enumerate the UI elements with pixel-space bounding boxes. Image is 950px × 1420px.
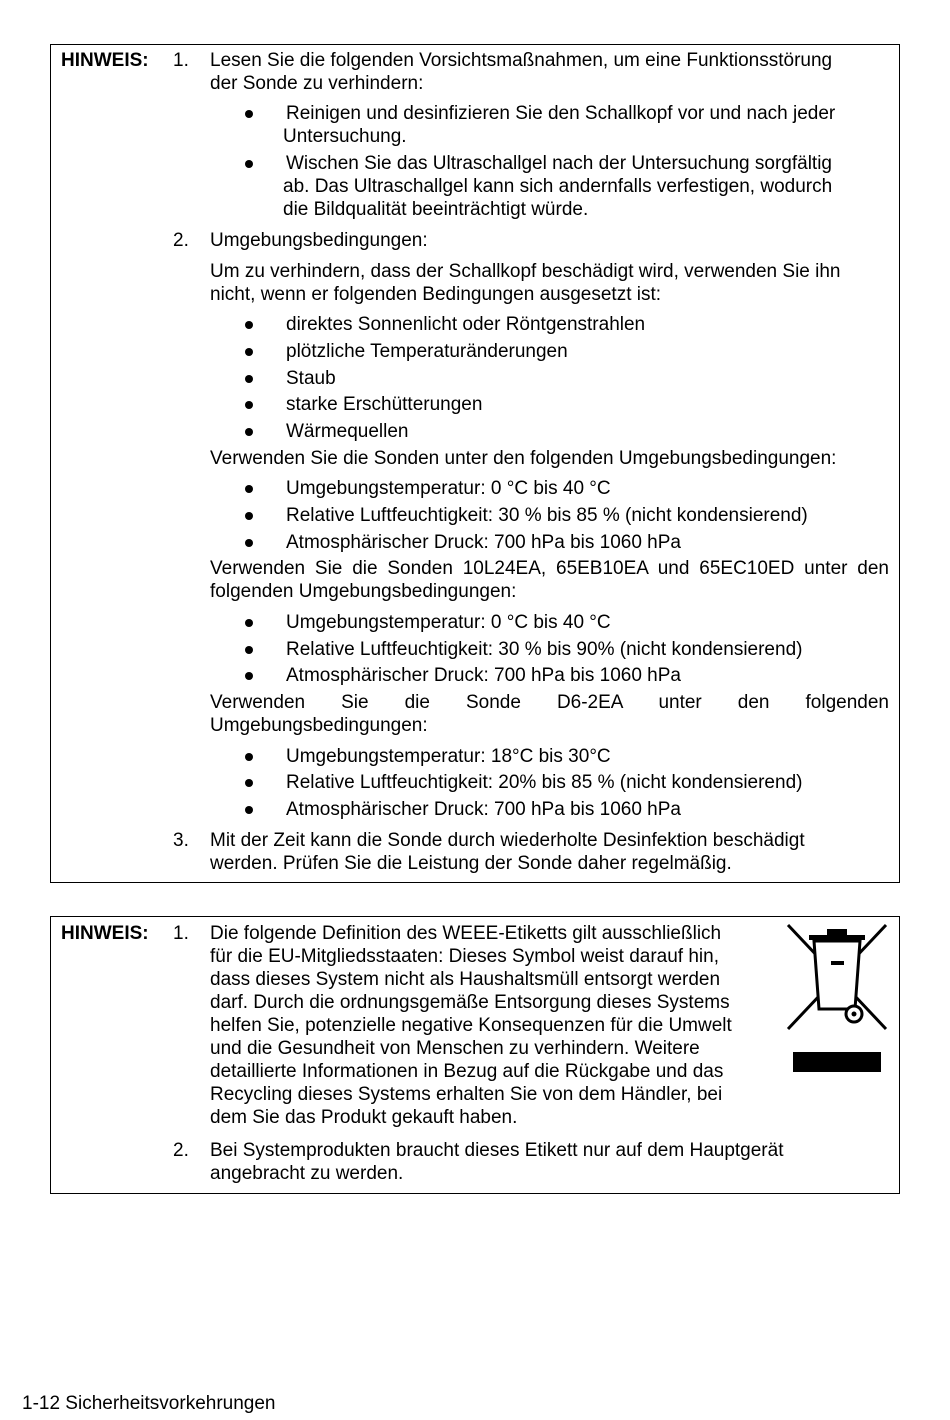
bullet-icon: [245, 539, 253, 547]
bullet-text: Staub: [286, 368, 336, 389]
item-number: 3.: [173, 830, 189, 851]
bullet-icon: [245, 110, 253, 118]
bullet-icon: [245, 753, 253, 761]
bullet-text: Relative Luftfeuchtigkeit: 20% bis 85 % (nicht kondensierend): [286, 772, 803, 793]
bullet-text: Relative Luftfeuchtigkeit: 30 % bis 90% (nicht kondensierend): [286, 639, 803, 660]
weee-line: und die Gesundheit von Menschen zu verhindern. Weitere: [210, 1038, 700, 1059]
bullet-text: Umgebungstemperatur: 0 °C bis 40 °C: [286, 478, 611, 499]
bullet-text: die Bildqualität beeinträchtigt würde.: [283, 199, 589, 220]
item-text: Lesen Sie die folgenden Vorsichtsmaßnahmen, um eine Funktionsstörung: [210, 50, 833, 71]
weee-crossed-bin-icon: [783, 921, 891, 1073]
bullet-text: plötzliche Temperaturänderungen: [286, 341, 568, 362]
bullet-icon: [245, 160, 253, 168]
bullet-icon: [245, 672, 253, 680]
item-text: der Sonde zu verhindern:: [210, 73, 424, 94]
item-number: 1.: [173, 50, 189, 71]
weee-line: detaillierte Informationen in Bezug auf die Rückgabe und das: [210, 1061, 724, 1082]
item-number: 2.: [173, 230, 189, 251]
weee-line: Recycling dieses Systems erhalten Sie von dem Händler, bei: [210, 1084, 723, 1105]
item-text: Bei Systemprodukten braucht dieses Etikett nur auf dem Hauptgerät: [210, 1140, 784, 1161]
paragraph-line: Verwenden Sie die Sonden 10L24EA, 65EB10EA und 65EC10ED unter den: [210, 558, 889, 579]
notice-box-weee: [50, 916, 900, 1194]
paragraph-line: Umgebungsbedingungen:: [210, 715, 428, 736]
bullet-text: Relative Luftfeuchtigkeit: 30 % bis 85 % (nicht kondensierend): [286, 505, 808, 526]
bullet-text: Wischen Sie das Ultraschallgel nach der Untersuchung sorgfältig: [286, 153, 832, 174]
bullet-text: direktes Sonnenlicht oder Röntgenstrahlen: [286, 314, 646, 335]
bullet-icon: [245, 646, 253, 654]
paragraph-line: nicht, wenn er folgenden Bedingungen ausgesetzt ist:: [210, 284, 662, 305]
page-footer: 1-12 Sicherheitsvorkehrungen: [22, 1393, 276, 1414]
bullet-icon: [245, 485, 253, 493]
bullet-text: ab. Das Ultraschallgel kann sich andernfalls verfestigen, wodurch: [283, 176, 833, 197]
weee-line: dem Sie das Produkt gekauft haben.: [210, 1107, 518, 1128]
bullet-icon: [245, 512, 253, 520]
bullet-icon: [245, 401, 253, 409]
bullet-text: Atmosphärischer Druck: 700 hPa bis 1060 hPa: [286, 532, 681, 553]
item-text: Umgebungsbedingungen:: [210, 230, 428, 251]
weee-line: helfen Sie, potenzielle negative Konsequenzen für die Umwelt: [210, 1015, 732, 1036]
bullet-icon: [245, 321, 253, 329]
weee-line: für die EU-Mitgliedsstaaten: Dieses Symbol weist darauf hin,: [210, 946, 720, 967]
bullet-text: Reinigen und desinfizieren Sie den Schallkopf vor und nach jeder: [286, 103, 836, 124]
bullet-text: Umgebungstemperatur: 18°C bis 30°C: [286, 746, 611, 767]
bullet-icon: [245, 779, 253, 787]
item-text: angebracht zu werden.: [210, 1163, 404, 1184]
paragraph-line: Verwenden Sie die Sonden unter den folgenden Umgebungsbedingungen:: [210, 448, 837, 469]
bullet-text: Wärmequellen: [286, 421, 409, 442]
bullet-text: Untersuchung.: [283, 126, 407, 147]
item-number: 1.: [173, 923, 189, 944]
paragraph-line: Um zu verhindern, dass der Schallkopf beschädigt wird, verwenden Sie ihn: [210, 261, 841, 282]
bullet-text: Umgebungstemperatur: 0 °C bis 40 °C: [286, 612, 611, 633]
bullet-icon: [245, 348, 253, 356]
notice-box-probe-precautions: [50, 44, 900, 883]
bullet-text: Atmosphärischer Druck: 700 hPa bis 1060 hPa: [286, 665, 681, 686]
weee-line: dass dieses System nicht als Haushaltsmüll entsorgt werden: [210, 969, 721, 990]
paragraph-line: Verwenden Sie die Sonde D6-2EA unter den folgenden: [210, 692, 889, 713]
weee-text: [210, 922, 732, 1129]
bullet-text: starke Erschütterungen: [286, 394, 483, 415]
notice-label: HINWEIS:: [61, 50, 149, 71]
notice-label: HINWEIS:: [61, 923, 149, 944]
bullet-icon: [245, 375, 253, 383]
item-text: werden. Prüfen Sie die Leistung der Sonde daher regelmäßig.: [210, 853, 732, 874]
bullet-icon: [245, 428, 253, 436]
weee-line: darf. Durch die ordnungsgemäße Entsorgung dieses Systems: [210, 992, 730, 1013]
paragraph-line: folgenden Umgebungsbedingungen:: [210, 581, 517, 602]
weee-line: Die folgende Definition des WEEE-Etiketts gilt ausschließlich: [210, 923, 722, 944]
bullet-text: Atmosphärischer Druck: 700 hPa bis 1060 hPa: [286, 799, 681, 820]
bullet-icon: [245, 806, 253, 814]
bullet-icon: [245, 619, 253, 627]
item-number: 2.: [173, 1140, 189, 1161]
item-text: Mit der Zeit kann die Sonde durch wiederholte Desinfektion beschädigt: [210, 830, 805, 851]
